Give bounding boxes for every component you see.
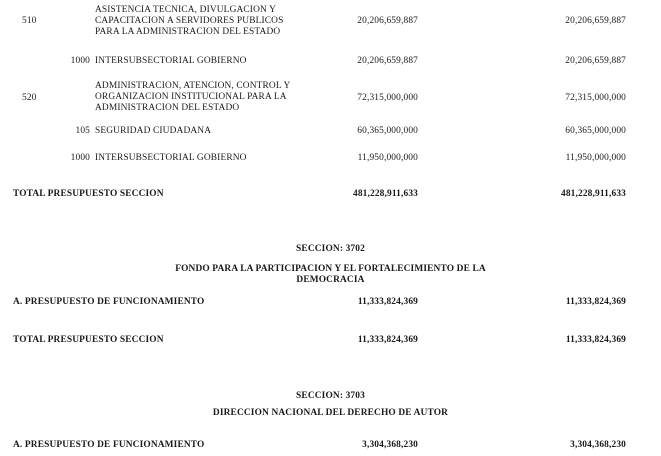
value-col1: 20,206,659,887: [357, 16, 418, 26]
total-label: TOTAL PRESUPUESTO SECCION: [13, 189, 164, 199]
value-col1: 60,365,000,000: [357, 126, 418, 136]
funcionamiento-value-col1: 3,304,368,230: [362, 440, 418, 450]
value-col1: 72,315,000,000: [357, 93, 418, 103]
funcionamiento-value-col1: 11,333,824,369: [357, 297, 418, 307]
subprogram-code: 1000: [70, 56, 90, 66]
section-title: DIRECCION NACIONAL DEL DERECHO DE AUTOR: [212, 408, 449, 418]
section-title-line: FONDO PARA LA PARTICIPACION Y EL FORTALECIMIENTO DE LA: [175, 264, 486, 274]
value-col2: 11,950,000,000: [565, 153, 626, 163]
funcionamiento-label: A. PRESUPUESTO DE FUNCIONAMIENTO: [13, 297, 205, 307]
section-title-line: DEMOCRACIA: [296, 275, 365, 285]
subprogram-desc: SEGURIDAD CIUDADANA: [95, 126, 212, 136]
subprogram-desc: INTERSUBSECTORIAL GOBIERNO: [95, 56, 247, 66]
subprogram-desc: INTERSUBSECTORIAL GOBIERNO: [95, 153, 247, 163]
total-label: TOTAL PRESUPUESTO SECCION: [13, 335, 164, 345]
total-value-col2: 11,333,824,369: [565, 335, 626, 345]
total-value-col2: 481,228,911,633: [560, 189, 626, 199]
program-code-510: 510: [22, 16, 37, 26]
value-col2: 72,315,000,000: [565, 93, 626, 103]
program-desc-line: ADMINISTRACION, ATENCION, CONTROL Y: [95, 81, 291, 91]
total-value-col1: 481,228,911,633: [352, 189, 418, 199]
program-desc-line: ADMINISTRACION DEL ESTADO: [95, 103, 240, 113]
program-desc-line: ORGANIZACION INSTITUCIONAL PARA LA: [95, 92, 287, 102]
value-col1: 11,950,000,000: [357, 153, 418, 163]
program-desc-line: PARA LA ADMINISTRACION DEL ESTADO: [95, 27, 281, 37]
subprogram-code: 105: [75, 126, 90, 136]
section-heading: SECCION: 3702: [296, 244, 365, 254]
program-desc-line: ASISTENCIA TECNICA, DIVULGACION Y: [95, 5, 276, 15]
program-code-520: 520: [22, 93, 37, 103]
value-col2: 60,365,000,000: [565, 126, 626, 136]
funcionamiento-value-col2: 11,333,824,369: [565, 297, 626, 307]
section-heading: SECCION: 3703: [296, 391, 365, 401]
value-col1: 20,206,659,887: [357, 56, 418, 66]
value-col2: 20,206,659,887: [565, 56, 626, 66]
funcionamiento-value-col2: 3,304,368,230: [570, 440, 626, 450]
subprogram-code: 1000: [70, 153, 90, 163]
funcionamiento-label: A. PRESUPUESTO DE FUNCIONAMIENTO: [13, 440, 205, 450]
total-value-col1: 11,333,824,369: [357, 335, 418, 345]
value-col2: 20,206,659,887: [565, 16, 626, 26]
program-desc-line: CAPACITACION A SERVIDORES PUBLICOS: [95, 16, 284, 26]
